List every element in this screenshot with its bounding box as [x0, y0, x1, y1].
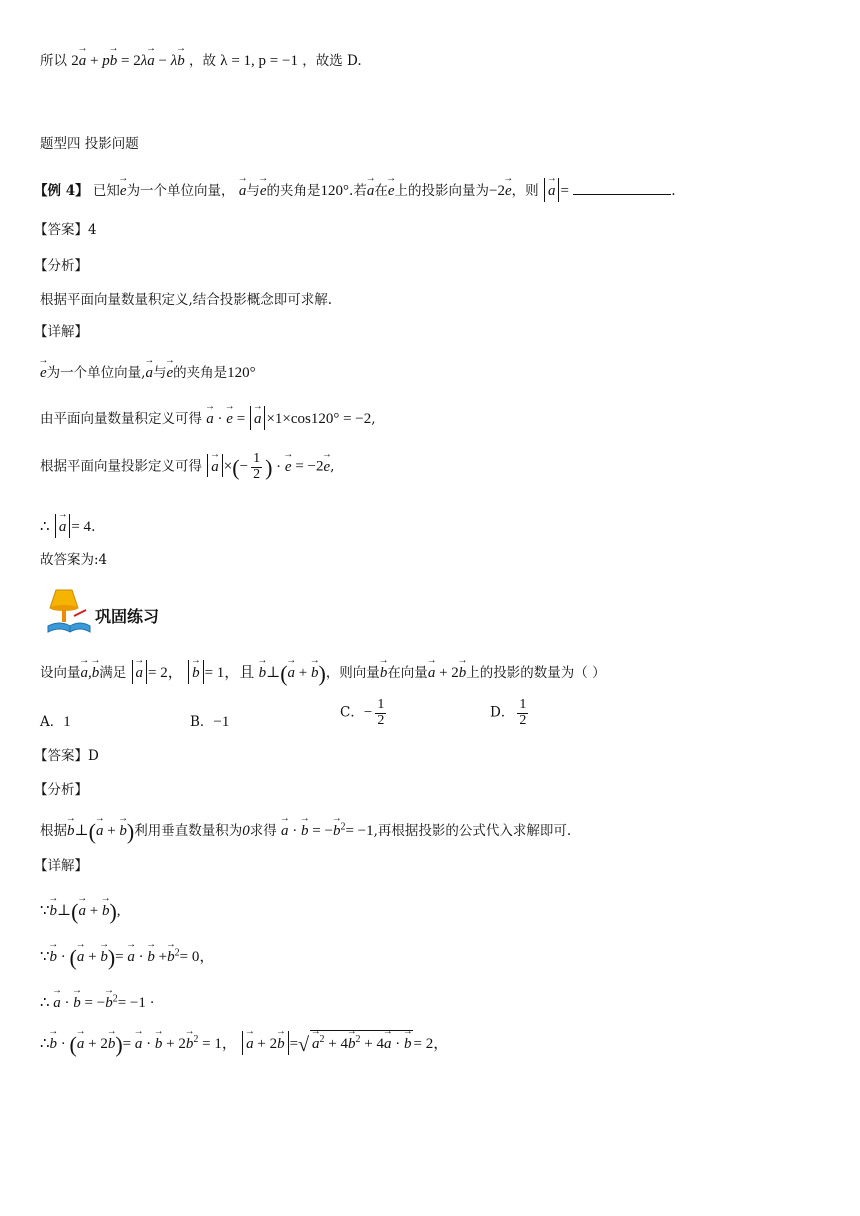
example-tag: 【例 4】 — [34, 183, 89, 199]
denominator: 2 — [519, 712, 527, 728]
vector-e: → e — [120, 178, 127, 202]
equation: = 0， — [179, 949, 215, 965]
minus: − — [363, 704, 373, 721]
detail-1-tag: 【详解】 — [34, 324, 88, 340]
text: , — [371, 411, 376, 427]
vector-a: → a — [367, 178, 375, 202]
text: ,再根据投影的公式代入求解即可. — [373, 823, 572, 839]
equation: = − — [312, 823, 333, 839]
text: 利用垂直数量积为 — [134, 823, 243, 839]
option-label: A． — [40, 714, 64, 730]
detail-2-tag: 【详解】 — [34, 858, 88, 874]
minus: − — [239, 458, 249, 475]
text: ，故选 D. — [302, 53, 362, 69]
option-d[interactable] — [490, 698, 531, 728]
option-a[interactable] — [40, 710, 71, 731]
angle: 120° — [320, 183, 350, 199]
zero: 0 — [242, 823, 250, 839]
condition-2: = 1，且 — [204, 665, 255, 681]
text: 由平面向量数量积定义可得 — [40, 411, 202, 427]
equation: = −2 — [295, 458, 324, 475]
conclusion-line — [40, 48, 362, 72]
equation: ×1×cos120° = −2 — [266, 411, 372, 427]
equation: = — [122, 1036, 132, 1052]
therefore-symbol: ∴ — [40, 519, 50, 535]
denominator: 2 — [253, 466, 261, 482]
text: 求得 — [249, 823, 277, 839]
coef: 2 — [451, 665, 459, 681]
equation: = — [289, 1036, 299, 1052]
lamp-book-icon — [42, 586, 92, 636]
option-b[interactable] — [190, 710, 229, 731]
abs-a: → a — [544, 178, 560, 202]
text: = — [560, 183, 569, 199]
option-label: C． — [340, 704, 364, 721]
abs-a: → a — [250, 406, 266, 430]
equation: = −1 — [345, 823, 374, 839]
result-values: λ = 1, p = −1 — [220, 53, 298, 69]
option-value: 1 — [63, 714, 71, 730]
analysis-2-tag: 【分析】 — [34, 782, 88, 798]
exponent: 2 — [112, 993, 118, 1005]
text: 根据平面向量投影定义可得 — [40, 458, 202, 475]
vector-a: → a — [239, 178, 247, 202]
therefore-symbol: ∴ — [40, 995, 50, 1011]
text: , — [330, 458, 335, 475]
text: .若 — [349, 183, 367, 199]
text: 为一个单位向量, — [46, 365, 146, 381]
numerator: 1 — [377, 697, 385, 712]
abs-a: → a — [207, 454, 223, 478]
vector-e: → e — [323, 454, 330, 478]
vector-e: → e — [40, 360, 47, 384]
example-4-question — [34, 178, 676, 202]
sqrt-expression: → $a^2 + 4\to b^2 + 4\to a$ · → b — [310, 1030, 413, 1055]
equation: = — [115, 949, 124, 965]
text: 满足 — [99, 665, 127, 681]
text: 所以 — [40, 53, 67, 69]
projection-coef: −2 — [489, 183, 505, 199]
denominator: 2 — [377, 712, 385, 728]
analysis-1-text: 根据平面向量数量积定义,结合投影概念即可求解. — [40, 292, 333, 308]
answer-blank — [573, 194, 671, 195]
detail-2-line-4: ∴→ b · (→ a + 2→ b)= → a · → $b + 2\to b^2 = 1$， → a + 2→ b =√→ $a^2 + 4\to b^2 + 4\to a$ · → b = 2， — [40, 1030, 448, 1060]
text: 已知 — [92, 183, 120, 199]
times: × — [223, 458, 233, 475]
option-label: D． — [490, 704, 515, 721]
detail-1-conclusion: 故答案为:4 — [40, 552, 108, 568]
exponent: 2 — [174, 947, 180, 959]
equation: = 2， — [413, 1036, 449, 1052]
perp-symbol: ⊥ — [266, 665, 281, 681]
numerator: 1 — [519, 697, 527, 712]
detail-2-line-2: ∵→ b · (→ a + → b)= → a · → $b +\to b^2= 0$， — [40, 944, 214, 973]
section-title: 题型四 投影问题 — [40, 136, 139, 152]
text: , — [116, 903, 121, 919]
equation: = − — [84, 995, 106, 1011]
text: 上的投影向量为 — [394, 183, 489, 199]
option-value: −1 — [213, 714, 230, 730]
fraction — [251, 452, 262, 482]
option-c[interactable] — [340, 698, 389, 728]
practice-question: 设向量→ a,→ b满足 → a = 2， → b = 1，且 → b⊥(→ a + → b)，则向量→ b在向量→ a + 2→ b上的投影的数量为（ ） — [40, 660, 606, 689]
equation: = 4 — [71, 519, 92, 535]
text: . — [671, 183, 676, 199]
option-label: B． — [190, 714, 214, 730]
coef: 4 — [340, 1036, 349, 1052]
abs-a: → a — [55, 514, 71, 538]
because-symbol: ∵ — [40, 903, 50, 919]
vector-e: → e — [505, 178, 512, 202]
detail-1-line-1 — [40, 360, 256, 384]
because-symbol: ∵ — [40, 949, 50, 965]
answer-2: 【答案】D — [34, 748, 99, 764]
text: ，故 — [189, 53, 216, 69]
answer-1: 【答案】4 — [34, 222, 97, 238]
plus-two: + 2 — [88, 1036, 108, 1052]
detail-2-line-1: ∵→ b⊥(→ a + → b), — [40, 898, 121, 927]
text: 与 — [152, 365, 167, 381]
text: 为一个单位向量， — [126, 183, 235, 199]
text: 设向量 — [40, 665, 81, 681]
detail-1-line-4 — [40, 514, 95, 538]
vector-e: → e — [388, 178, 395, 202]
vector-e: → e — [166, 360, 173, 384]
vector-e: → e — [260, 178, 267, 202]
detail-1-line-2: 由平面向量数量积定义可得 → a · → e = → a ×1×cos120° = −2, — [40, 406, 376, 430]
equation: = 1， — [202, 1036, 237, 1052]
text: 在 — [374, 183, 388, 199]
practice-title: 巩固练习 — [95, 607, 160, 626]
detail-1-line-3: 根据平面向量投影定义可得 → a ×(− $\frac{1}{2}$ ) · → e = −2→ e, — [40, 452, 334, 482]
analysis-1-tag: 【分析】 — [34, 258, 88, 274]
text: 上的投影的数量为（ ） — [466, 665, 606, 681]
text: 的夹角是 — [173, 365, 228, 381]
detail-2-line-3: ∴ → a · → b = −→ $b^2= -1$ · — [40, 990, 155, 1014]
vector-a: → a — [145, 360, 153, 384]
text: . — [91, 519, 96, 535]
text: ，则 — [511, 183, 539, 199]
condition-1: = 2， — [148, 665, 183, 681]
exponent: 2 — [340, 821, 346, 833]
text: 根据 — [40, 823, 67, 839]
vector-equation: 2→ a + p→ b = 2λ→ a − λ→ b — [71, 53, 184, 69]
numerator: 1 — [253, 451, 261, 466]
analysis-2-text: 根据→ b⊥(→ a + → b)利用垂直数量积为0求得 → a · → b = −→ $b^2= -1$,再根据投影的公式代入求解即可. — [40, 818, 571, 847]
text: 在向量 — [387, 665, 428, 681]
therefore-symbol: ∴ — [40, 1036, 50, 1052]
plus: + — [158, 949, 168, 965]
text: 的夹角是 — [266, 183, 321, 199]
text: ，则向量 — [325, 665, 380, 681]
text: 与 — [246, 183, 260, 199]
equation: = −1 · — [117, 995, 155, 1011]
angle: 120° — [227, 365, 256, 381]
